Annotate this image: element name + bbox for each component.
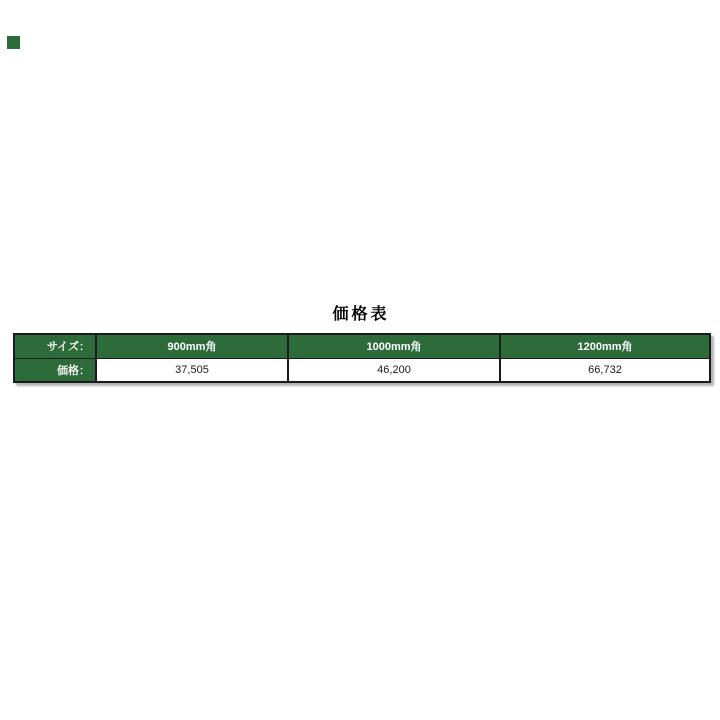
price-table-section — [13, 306, 709, 383]
price-value-900mm: 37,505 — [96, 358, 288, 382]
green-square-marker — [7, 36, 20, 49]
price-value-1200mm: 66,732 — [500, 358, 710, 382]
table-header-row — [14, 334, 710, 358]
price-table — [13, 333, 711, 383]
column-header-1000mm: 1000mm角 — [288, 334, 500, 358]
page-title: 価格表 — [332, 306, 390, 323]
column-header-900mm: 900mm角 — [96, 334, 288, 358]
column-header-1200mm: 1200mm角 — [500, 334, 710, 358]
size-label-cell: サイズ： — [14, 334, 96, 358]
price-label-cell: 価格： — [14, 358, 96, 382]
table-price-row — [14, 358, 710, 382]
price-value-1000mm: 46,200 — [288, 358, 500, 382]
